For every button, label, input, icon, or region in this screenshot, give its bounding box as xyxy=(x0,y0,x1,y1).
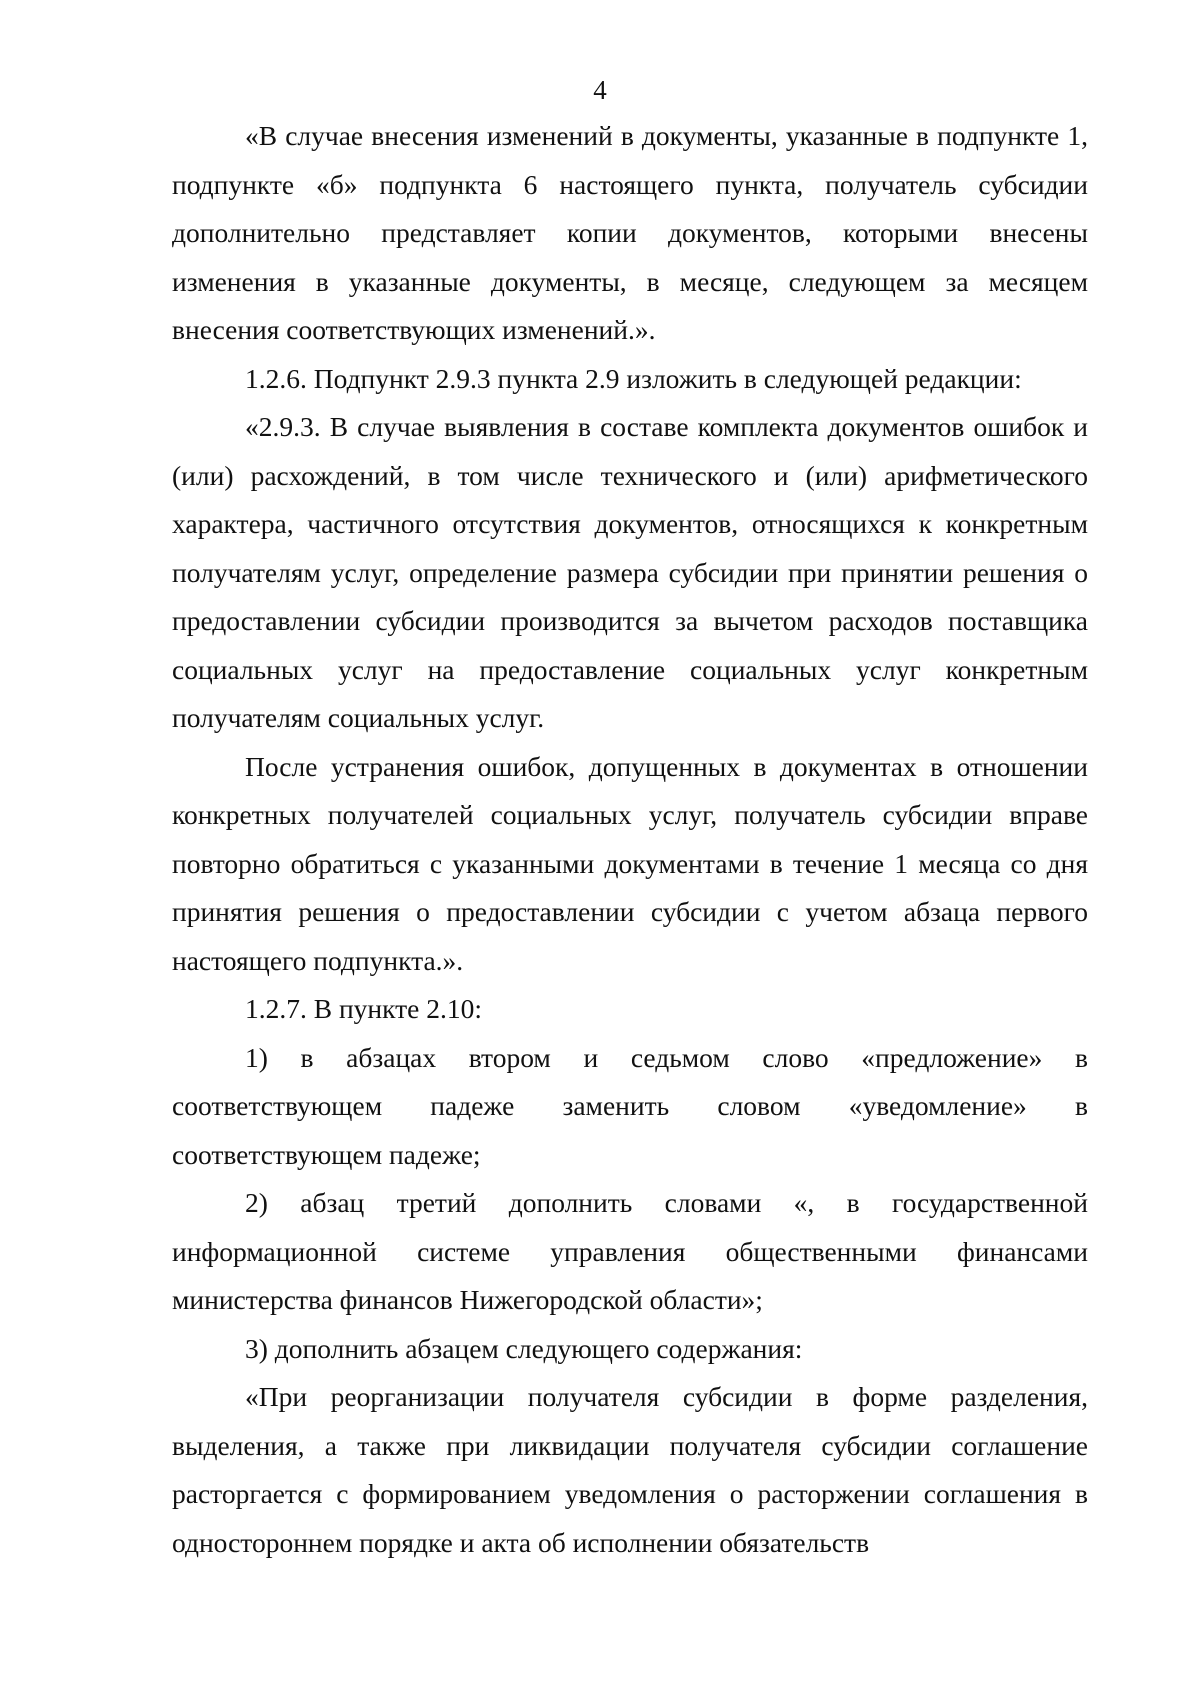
paragraph-list-item-2: 2) абзац третий дополнить словами «, в государственной информационной системе управления общественными финансами министерства финансов Нижегородской области»; xyxy=(172,1187,1088,1315)
page-number: 4 xyxy=(593,75,607,105)
paragraph-amendment-notice: «В случае внесения изменений в документы, указанные в подпункте 1, подпункте «б» подпункта 6 настоящего пункта, получатель субсидии дополнительно представляет копии документов, которыми внесены изменения в указанные документы, в месяце, следующем за месяцем внесения соответствующих изменений.». xyxy=(172,120,1088,345)
paragraph-error-correction: После устранения ошибок, допущенных в документах в отношении конкретных получателей социальных услуг, получатель субсидии вправе повторно обратиться с указанными документами в течение 1 месяца со дня принятия решения о предоставлении субсидии с учетом абзаца первого настоящего подпункта.». xyxy=(172,750,1088,976)
paragraph-list-item-1: 1) в абзацах втором и седьмом слово «предложение» в соответствующем падеже заменить словом «уведомление» в соответствующем падеже; xyxy=(172,1041,1088,1170)
document-body xyxy=(172,112,1088,1567)
paragraph-list-item-3: 3) дополнить абзацем следующего содержания: xyxy=(245,1332,803,1364)
paragraph-item-1-2-7: 1.2.7. В пункте 2.10: xyxy=(245,993,483,1024)
paragraph-item-1-2-6: 1.2.6. Подпункт 2.9.3 пункта 2.9 изложить в следующей редакции: xyxy=(245,362,1022,394)
paragraph-reorganization: «При реорганизации получателя субсидии в форме разделения, выделения, а также при ликвидации получателя субсидии соглашение расторгается с формированием уведомления о расторжении соглашения в одностороннем порядке и акта об исполнении обязательств xyxy=(172,1381,1088,1558)
paragraph-subitem-2-9-3: «2.9.3. В случае выявления в составе комплекта документов ошибок и (или) расхождений, в том числе технического и (или) арифметического характера, частичного отсутствия документов, относящихся к конкретным получателям услуг, определение размера субсидии при принятии решения о предоставлении субсидии производится за вычетом расходов поставщика социальных услуг на предоставление социальных услуг конкретным получателям социальных услуг. xyxy=(172,411,1088,733)
